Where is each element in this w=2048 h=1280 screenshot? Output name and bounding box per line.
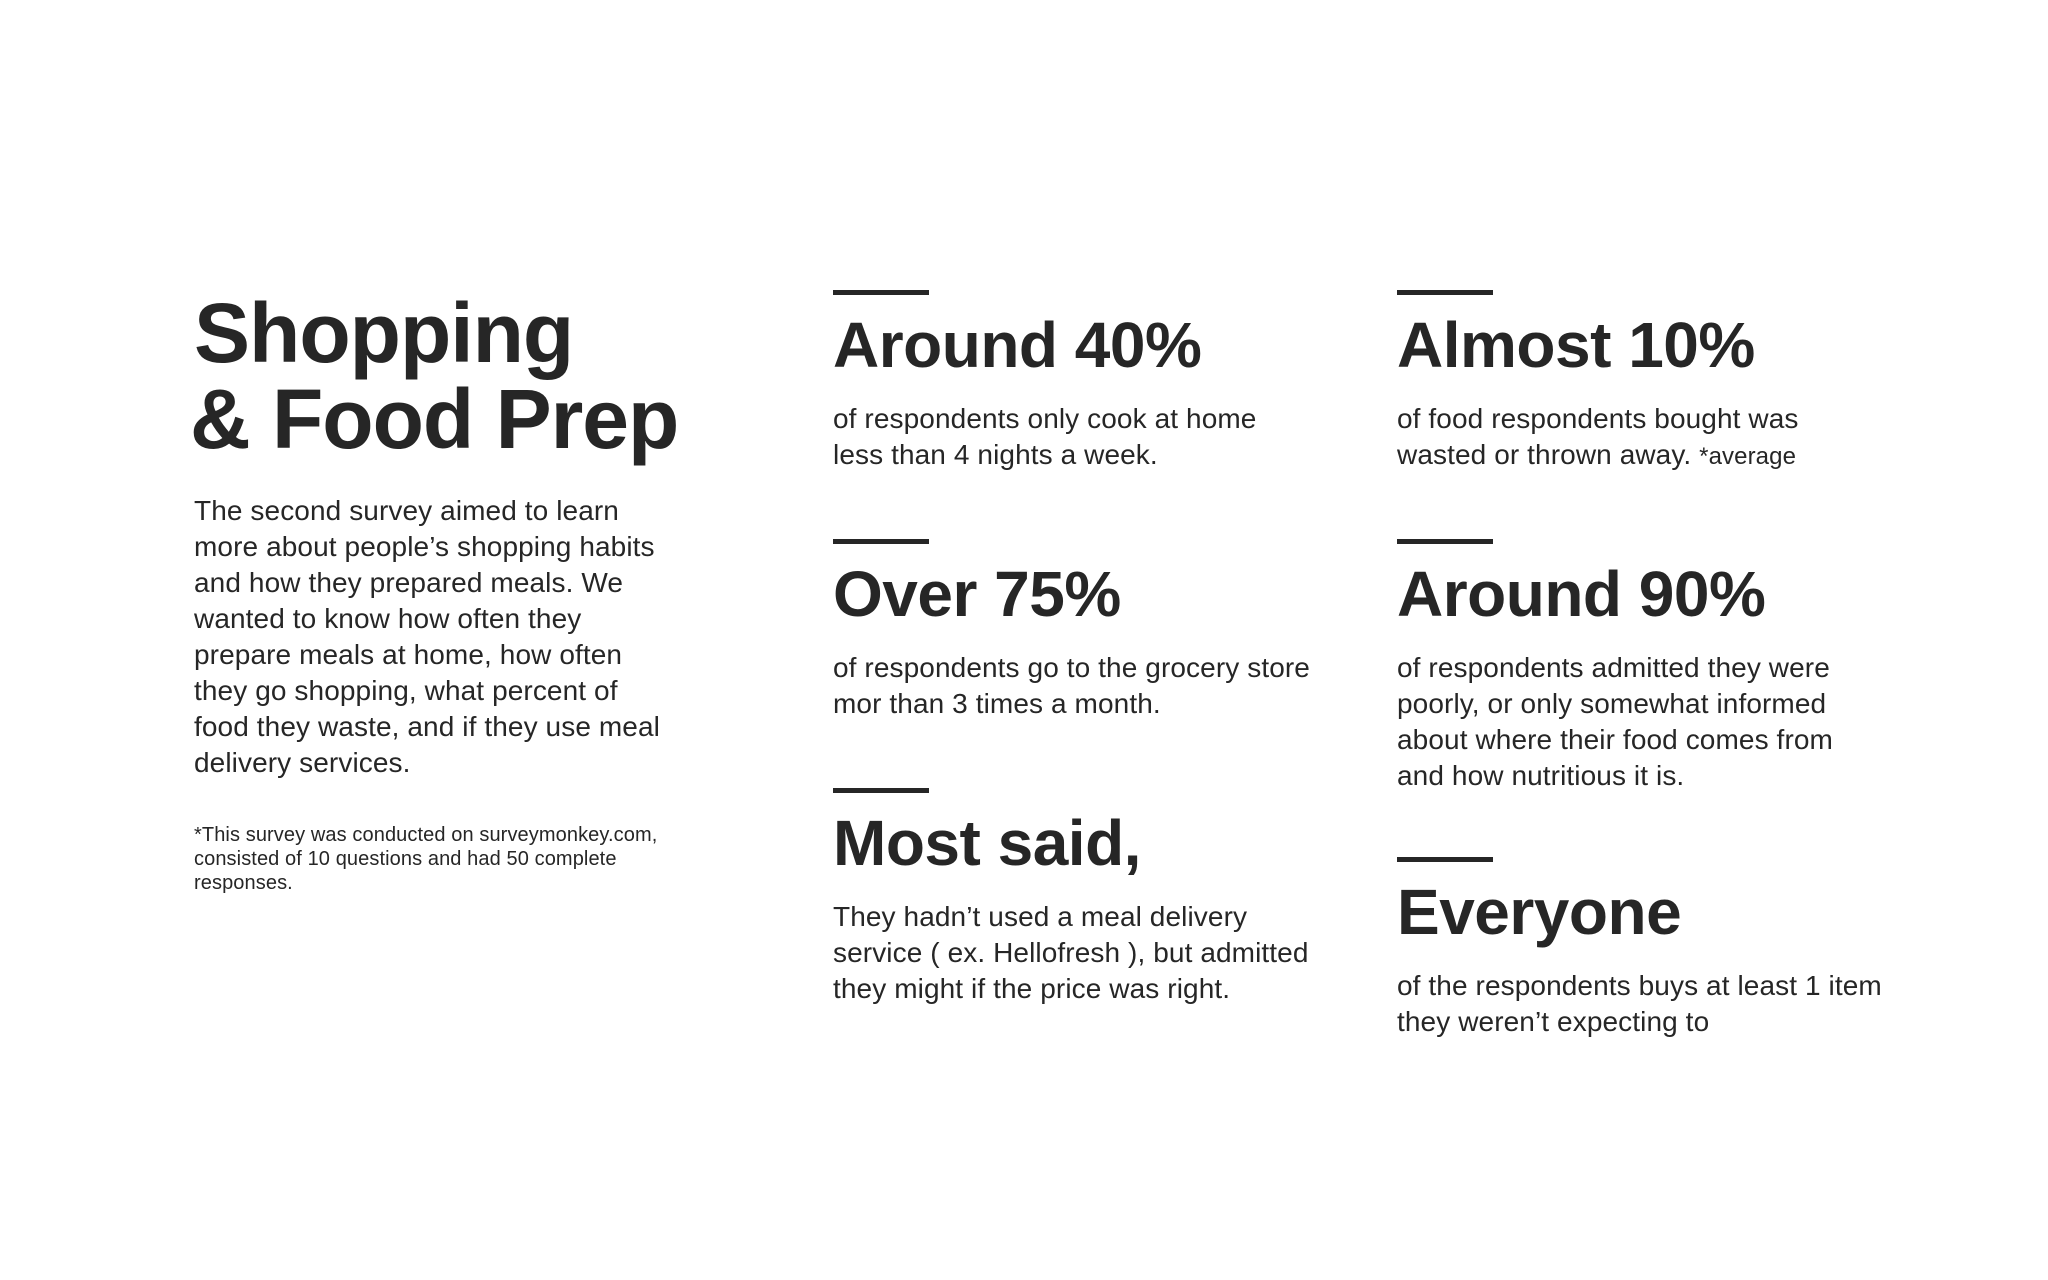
stat-body — [1397, 650, 1887, 794]
survey-footnote: *This survey was conducted on surveymonkey.com, consisted of 10 questions and had 50 complete responses. — [194, 824, 658, 894]
stat-body-text: of the respondents buys at least 1 item they weren’t expecting to — [1397, 970, 1882, 1037]
stat-divider — [833, 788, 929, 793]
survey-description: The second survey aimed to learn more about people’s shopping habits and how they prepared meals. We wanted to know how often they prepare meals at home, how often they go shopping, what percent of food they waste, and if they use meal delivery services. — [194, 495, 660, 778]
stat-headline: Around 90% — [1397, 558, 1766, 630]
stat-note: *average — [1699, 443, 1797, 470]
stat-headline: Everyone — [1397, 876, 1682, 948]
stat-headline: Over 75% — [833, 558, 1121, 630]
title-line-2: & Food Prep — [190, 372, 679, 466]
stat-meal-delivery — [833, 788, 1313, 1007]
stat-headline: Most said, — [833, 807, 1141, 879]
stat-food-informed — [1397, 539, 1887, 794]
stat-body — [1397, 968, 1887, 1040]
page-title — [190, 286, 694, 466]
stat-body-text: They hadn’t used a meal delivery service ( ex. Hellofresh ), but admitted they might if the price was right. — [833, 901, 1309, 1004]
stat-body — [833, 401, 1313, 473]
stat-impulse-purchase — [1397, 857, 1887, 1040]
stat-body — [833, 650, 1313, 722]
intro-section — [190, 286, 694, 895]
title-line-1: Shopping — [194, 286, 574, 380]
stat-body — [1397, 401, 1887, 475]
stat-body-text: of respondents go to the grocery store mor than 3 times a month. — [833, 652, 1310, 719]
stat-body — [833, 899, 1313, 1007]
stat-cook-at-home — [833, 290, 1313, 473]
stat-body-text: of respondents admitted they were poorly, or only somewhat informed about where their food comes from and how nutritious it is. — [1397, 652, 1833, 791]
stat-divider — [1397, 857, 1493, 862]
stat-divider — [833, 290, 929, 295]
stat-headline: Around 40% — [833, 309, 1202, 381]
stat-divider — [1397, 539, 1493, 544]
stat-food-waste — [1397, 290, 1887, 475]
stat-body-text: of food respondents bought was wasted or thrown away. — [1397, 403, 1799, 470]
stat-grocery-trips — [833, 539, 1313, 722]
stat-headline: Almost 10% — [1397, 309, 1755, 381]
stat-divider — [833, 539, 929, 544]
stat-body-text: of respondents only cook at home less than 4 nights a week. — [833, 403, 1257, 470]
stat-divider — [1397, 290, 1493, 295]
